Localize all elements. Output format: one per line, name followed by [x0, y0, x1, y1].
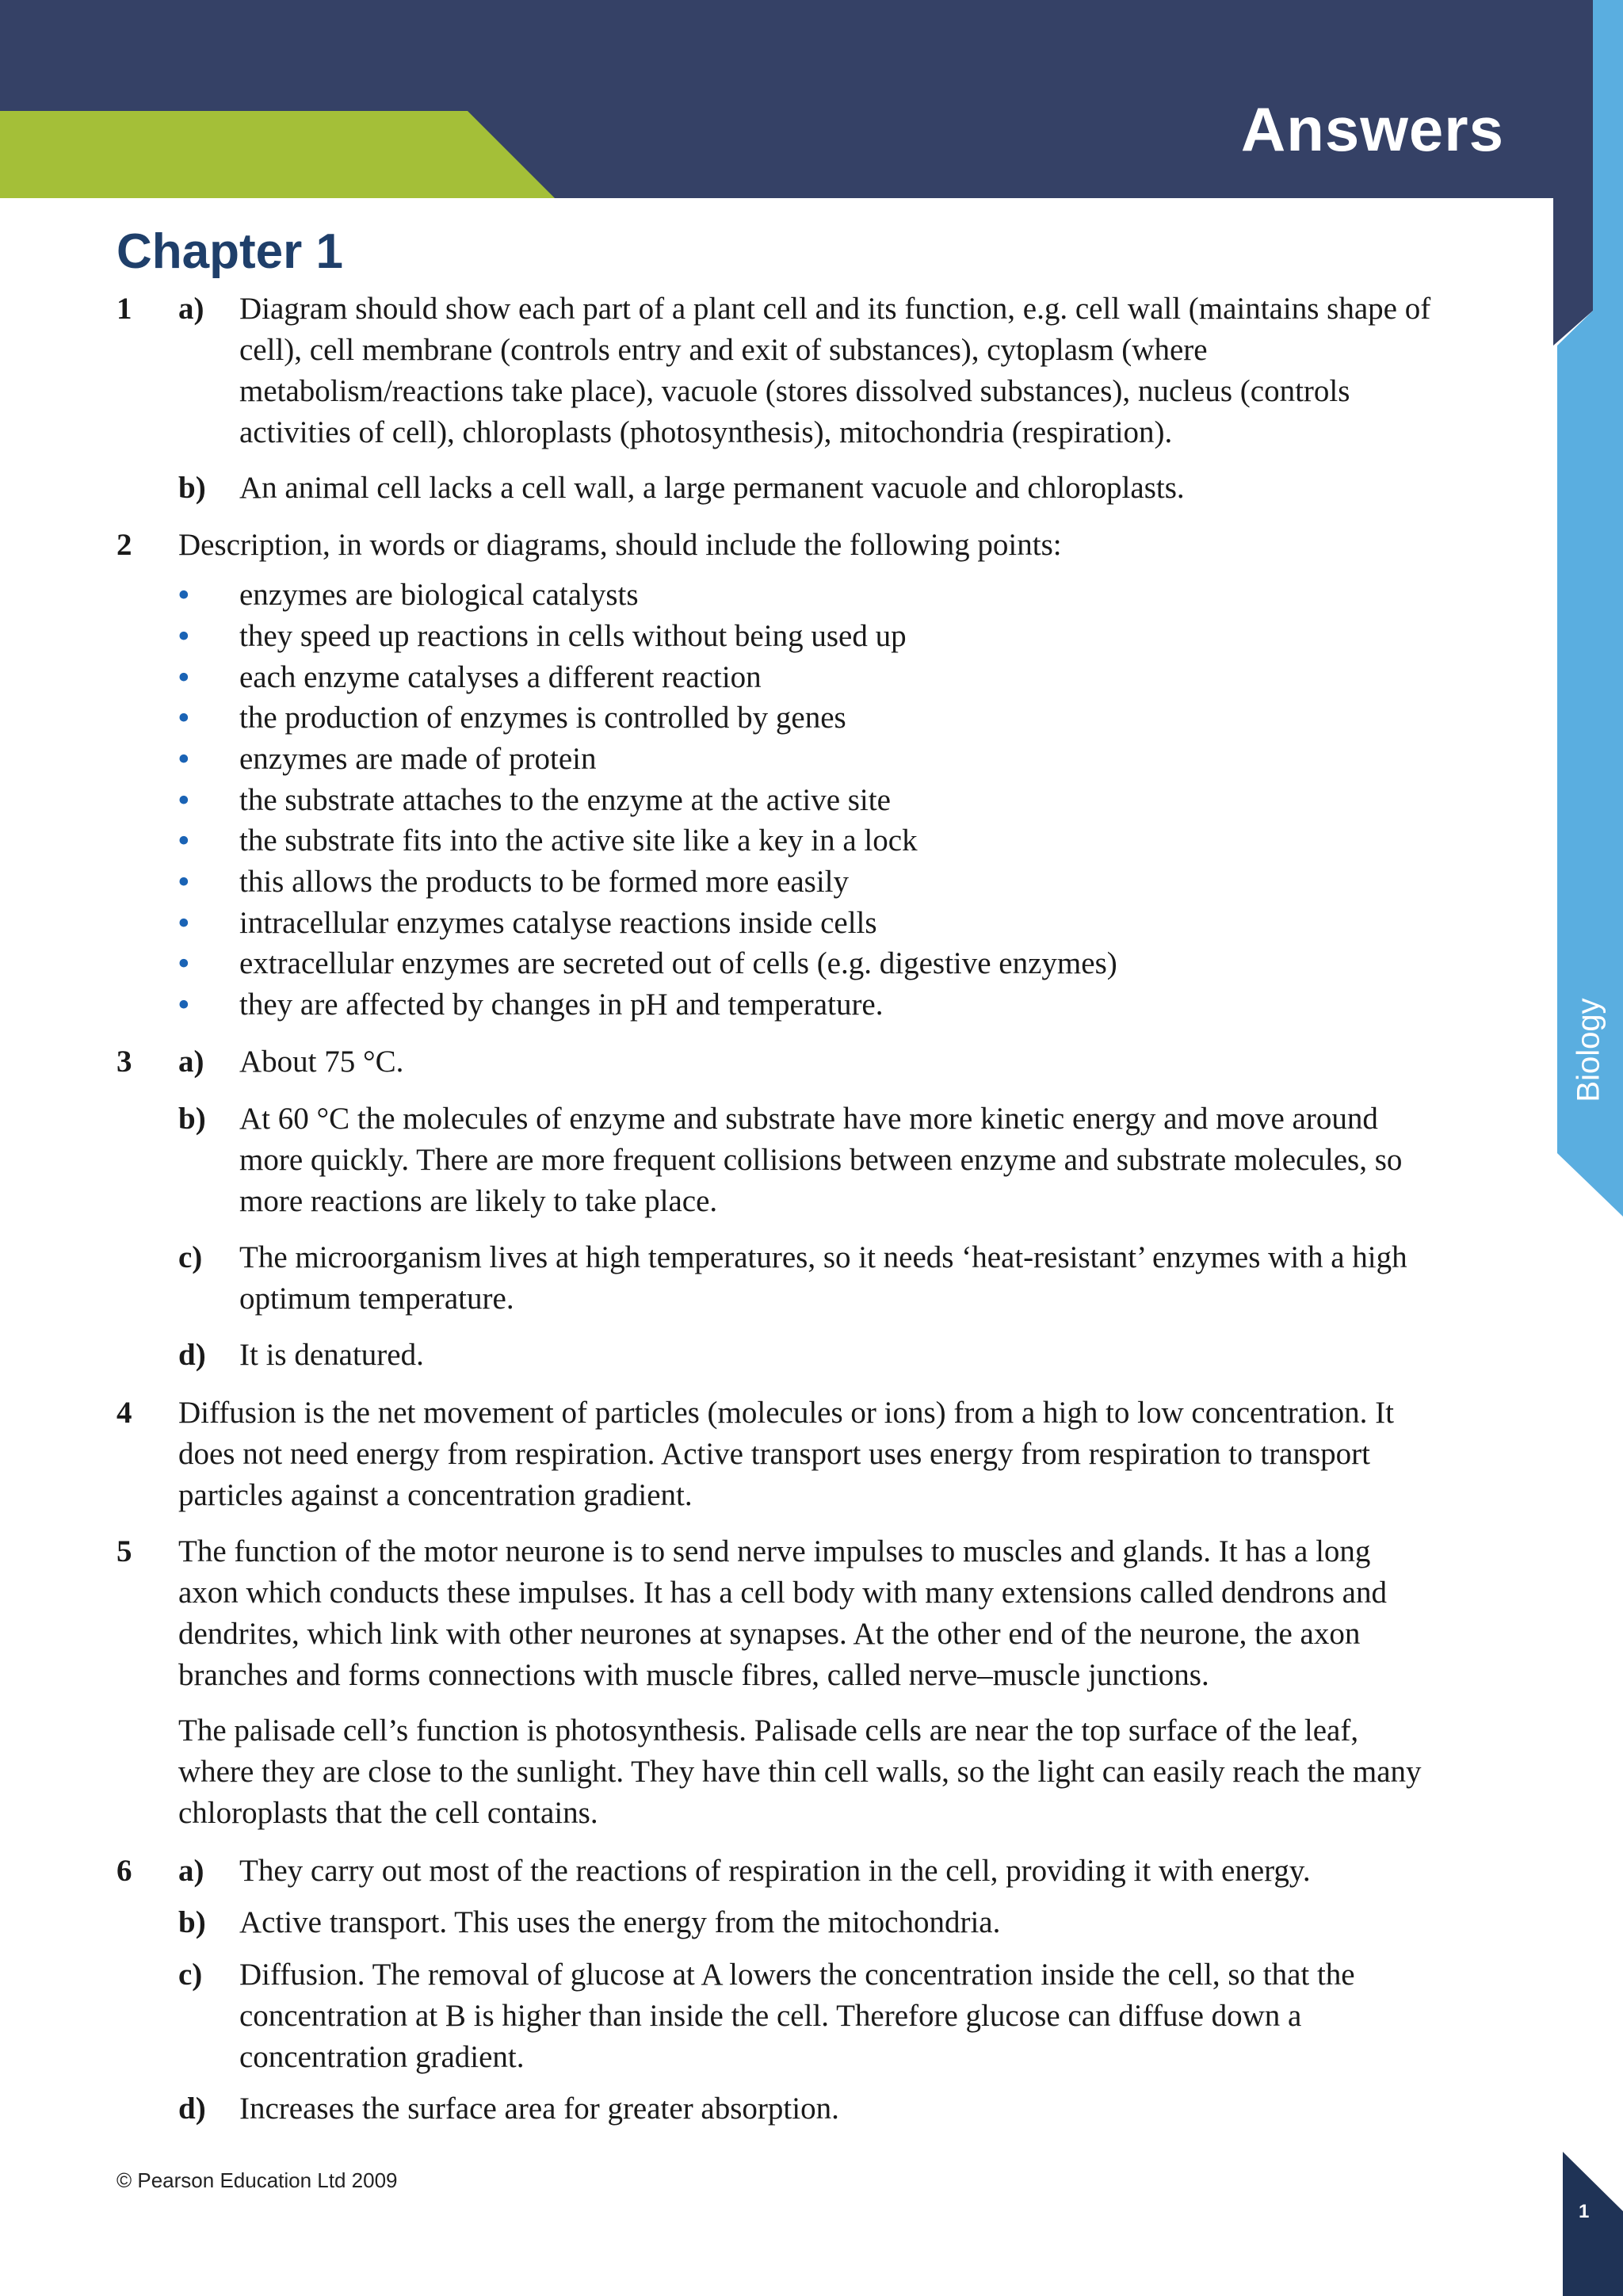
part-label: c) [178, 1240, 203, 1274]
text-line: metabolism/reactions take place), vacuole (stores dissolved substances), nucleus (controls [239, 374, 1350, 408]
question-number: 5 [116, 1534, 132, 1568]
part-label: d) [178, 2092, 206, 2126]
page-number-tab [1563, 2152, 1623, 2296]
text-line: where they are close to the sunlight. They have thin cell walls, so the light can easily reach the many [178, 1755, 1422, 1789]
part-label: d) [178, 1338, 206, 1372]
text-line: Diffusion. The removal of glucose at A lowers the concentration inside the cell, so that the [239, 1958, 1355, 1992]
question-number: 1 [116, 292, 132, 326]
bullet-marker: • [178, 865, 189, 899]
text-line: does not need energy from respiration. Active transport uses energy from respiration to transport [178, 1437, 1370, 1471]
question-number: 6 [116, 1854, 132, 1888]
bullet-text: the substrate attaches to the enzyme at the active site [239, 783, 891, 817]
part-label: a) [178, 1045, 204, 1079]
answer-text [239, 1237, 1623, 1320]
text-line: The function of the motor neurone is to send nerve impulses to muscles and glands. It has a long [178, 1534, 1371, 1568]
side-tab-label: Biology [1571, 998, 1606, 1102]
bullet-text: each enzyme catalyses a different reaction [239, 660, 762, 694]
bullet-marker: • [178, 578, 189, 612]
question-number: 4 [116, 1396, 132, 1430]
header-green-band [0, 111, 555, 198]
page-number: 1 [1579, 2201, 1590, 2222]
bullet-text: intracellular enzymes catalyse reactions inside cells [239, 906, 877, 940]
text-line: concentration at B is higher than inside the cell. Therefore glucose can diffuse down a [239, 1999, 1302, 2033]
part-label: a) [178, 1854, 204, 1888]
answer-text [239, 1098, 1623, 1222]
bullet-text: the substrate fits into the active site like a key in a lock [239, 823, 918, 858]
part-label: a) [178, 292, 204, 326]
chapter-title: Chapter 1 [116, 224, 343, 279]
answer-text [178, 1392, 1623, 1516]
answer-text: Increases the surface area for greater absorption. [239, 2092, 839, 2126]
text-line: particles against a concentration gradient. [178, 1478, 693, 1512]
answer-text: Active transport. This uses the energy from the mitochondria. [239, 1905, 1001, 1939]
text-line: more reactions are likely to take place. [239, 1184, 718, 1218]
part-label: c) [178, 1958, 203, 1992]
answer-text: Description, in words or diagrams, should include the following points: [178, 528, 1062, 562]
bullet-text: enzymes are biological catalysts [239, 578, 639, 612]
text-line: Diagram should show each part of a plant cell and its function, e.g. cell wall (maintains shape of [239, 292, 1431, 326]
bullet-marker: • [178, 742, 189, 776]
question-number: 3 [116, 1045, 132, 1079]
part-label: b) [178, 471, 206, 505]
answer-text [178, 1531, 1623, 1696]
text-line: chloroplasts that the cell contains. [178, 1796, 598, 1830]
answer-text: An animal cell lacks a cell wall, a large permanent vacuole and chloroplasts. [239, 471, 1185, 505]
text-line: At 60 °C the molecules of enzyme and substrate have more kinetic energy and move around [239, 1102, 1378, 1136]
answer-text: About 75 °C. [239, 1045, 404, 1079]
text-line: axon which conducts these impulses. It has a cell body with many extensions called dendrons and [178, 1576, 1387, 1610]
bullet-text: extracellular enzymes are secreted out of cells (e.g. digestive enzymes) [239, 946, 1117, 980]
bullet-marker: • [178, 660, 189, 694]
bullet-text: this allows the products to be formed more easily [239, 865, 849, 899]
part-label: b) [178, 1102, 206, 1136]
text-line: dendrites, which link with other neurones at synapses. At the other end of the neurone, the axon [178, 1617, 1361, 1651]
bullet-marker: • [178, 946, 189, 980]
bullet-text: they are affected by changes in pH and temperature. [239, 988, 884, 1022]
answer-text [178, 1710, 1623, 1834]
question-number: 2 [116, 528, 132, 562]
part-label: b) [178, 1905, 206, 1939]
bullet-text: they speed up reactions in cells without being used up [239, 619, 907, 653]
answer-text: They carry out most of the reactions of respiration in the cell, providing it with energy. [239, 1854, 1311, 1888]
bullet-text: enzymes are made of protein [239, 742, 597, 776]
text-line: The microorganism lives at high temperatures, so it needs ‘heat-resistant’ enzymes with a high [239, 1240, 1407, 1274]
bullet-marker: • [178, 823, 189, 858]
text-line: The palisade cell’s function is photosynthesis. Palisade cells are near the top surface of the leaf, [178, 1713, 1359, 1748]
copyright-notice: © Pearson Education Ltd 2009 [116, 2168, 398, 2192]
bullet-marker: • [178, 619, 189, 653]
bullet-marker: • [178, 783, 189, 817]
header-title: Answers [1240, 94, 1504, 164]
text-line: concentration gradient. [239, 2040, 525, 2074]
answer-text [239, 288, 1623, 453]
bullet-marker: • [178, 906, 189, 940]
text-line: cell), cell membrane (controls entry and exit of substances), cytoplasm (where [239, 333, 1208, 367]
bullet-marker: • [178, 988, 189, 1022]
text-line: more quickly. There are more frequent collisions between enzyme and substrate molecules, so [239, 1143, 1403, 1177]
text-line: Diffusion is the net movement of particles (molecules or ions) from a high to low concentration. It [178, 1396, 1394, 1430]
text-line: optimum temperature. [239, 1282, 514, 1316]
bullet-marker: • [178, 701, 189, 735]
text-line: branches and forms connections with muscle fibres, called nerve–muscle junctions. [178, 1658, 1209, 1692]
answer-text: It is denatured. [239, 1338, 424, 1372]
answer-text [239, 1954, 1623, 2078]
bullet-text: the production of enzymes is controlled by genes [239, 701, 846, 735]
text-line: activities of cell), chloroplasts (photosynthesis), mitochondria (respiration). [239, 415, 1173, 449]
